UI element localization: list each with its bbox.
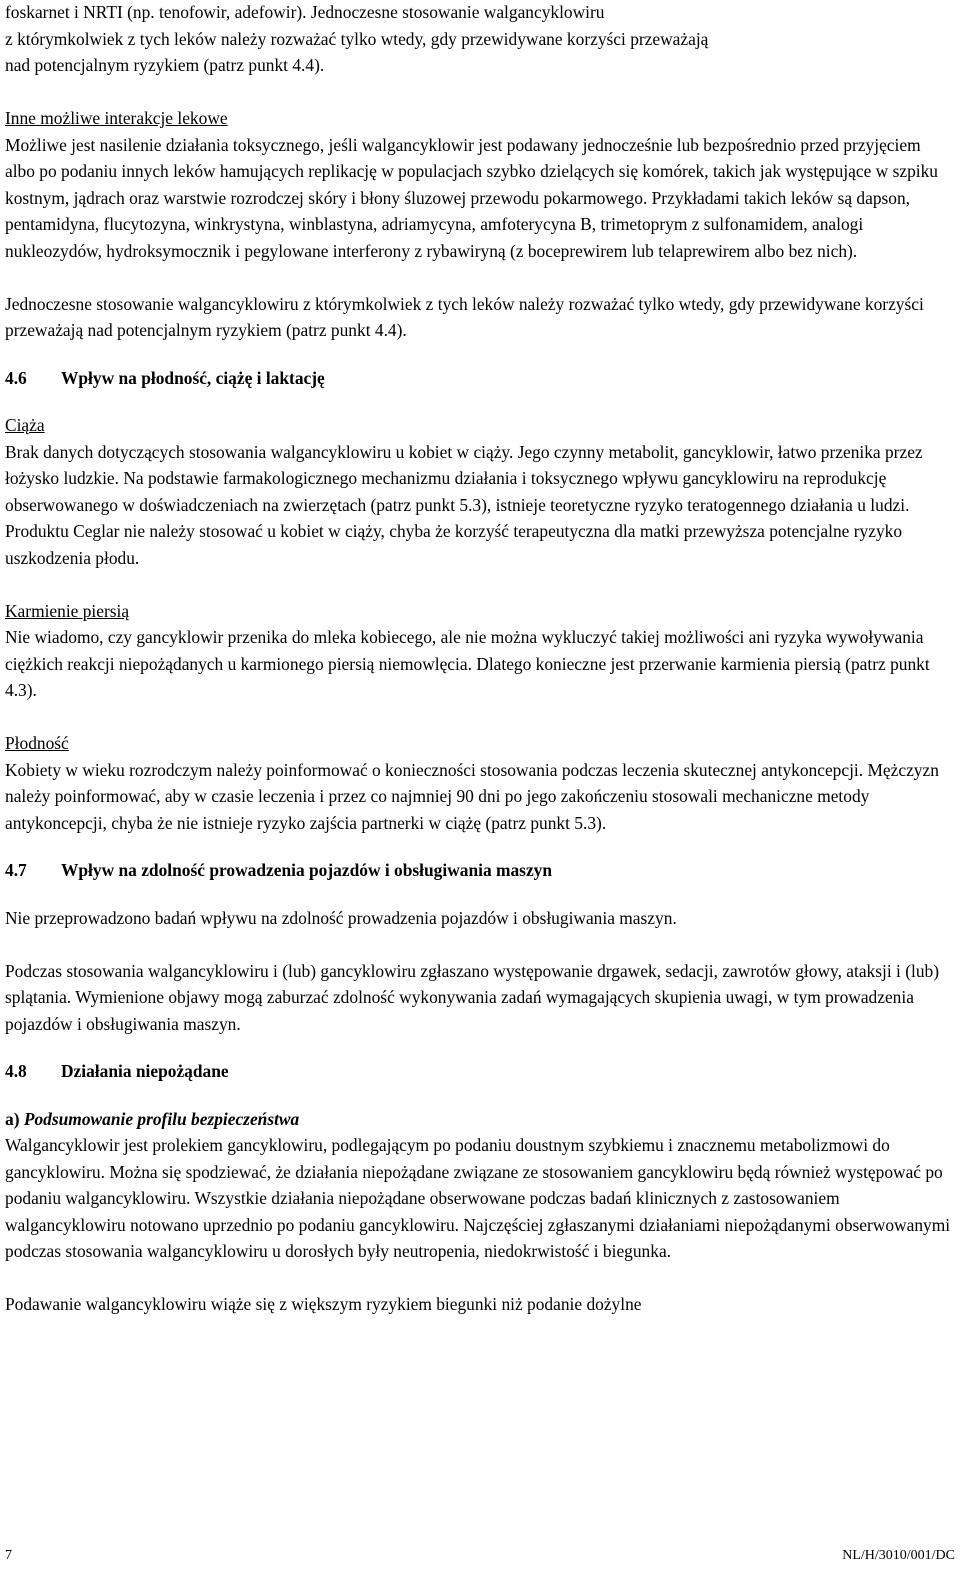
intro-line-3: nad potencjalnym ryzykiem (patrz punkt 4.4).	[5, 55, 325, 75]
section-title: Wpływ na płodność, ciążę i laktację	[61, 367, 325, 388]
section-number: 4.8	[5, 1061, 27, 1081]
pregnancy-body: Brak danych dotyczących stosowania walgancyklowiru u kobiet w ciąży. Jego czynny metabolit, gancyklowir, łatwo przenika przez łożysko ludzkie. Na podstawie farmakologicznego mechanizmu działania i toksycznego wpływu gancyklowiru na reprodukcję obserwowanego w doświadczeniach na zwierzętach (patrz punkt 5.3), istnieje teoretyczne ryzyko teratogennego działania u ludzi. Produktu Ceglar nie należy stosować u kobiet w ciąży, chyba że korzyść terapeutyczna dla matki przewyższa potencjalne ryzyko uszkodzenia płodu.	[5, 441, 923, 568]
diarrhea-paragraph: Podawanie walgancyklowiru wiąże się z większym ryzykiem biegunki niż podanie dożylne	[5, 1294, 642, 1314]
document-page	[5, 0, 953, 1318]
intro-line-1: foskarnet i NRTI (np. tenofowir, adefowir). Jednoczesne stosowanie walgancyklowiru	[5, 2, 605, 22]
breastfeeding-body: Nie wiadomo, czy gancyklowir przenika do mleka kobiecego, ale nie można wykluczyć takiej możliwości ani ryzyka wywoływania ciężkich reakcji niepożądanych u karmionego piersią niemowlęcia. Dlatego konieczne jest przerwanie karmienia piersią (patrz punkt 4.3).	[5, 627, 930, 700]
breastfeeding-heading: Karmienie piersią	[5, 600, 130, 621]
page-number: 7	[5, 1548, 12, 1563]
pregnancy-heading: Ciąża	[5, 415, 45, 435]
driving-paragraph-1: Nie przeprowadzono badań wpływu na zdolność prowadzenia pojazdów i obsługiwania maszyn.	[5, 907, 677, 928]
fertility-body: Kobiety w wieku rozrodczym należy poinformować o konieczności stosowania podczas leczenia skutecznej antykoncepcji. Mężczyzn należy poinformować, aby w czasie leczenia i przez co najmniej 90 dni po jego zakończeniu stosowali mechaniczne metody antykoncepcji, chyba że nie istnieje ryzyko zajścia partnerki w ciążę (patrz punkt 5.3).	[5, 759, 939, 833]
driving-paragraph-2: Podczas stosowania walgancyklowiru i (lub) gancyklowiru zgłaszano występowanie drgawek, sedacji, zawrotów głowy, ataksji i (lub) splątania. Wymienione objawy mogą zaburzać zdolność wykonywania zadań wymagających skupienia uwagi, w tym prowadzenia pojazdów i obsługiwania maszyn.	[5, 960, 940, 1034]
subsection-label: a)	[5, 1108, 20, 1129]
section-title: Działania niepożądane	[61, 1061, 229, 1081]
subsection-a-heading	[5, 1106, 953, 1133]
interactions-heading: Inne możliwe interakcje lekowe	[5, 108, 228, 128]
section-number: 4.6	[5, 367, 27, 388]
section-4-6-heading	[5, 365, 953, 392]
section-title: Wpływ na zdolność prowadzenia pojazdów i obsługiwania maszyn	[61, 860, 553, 880]
fertility-heading: Płodność	[5, 733, 69, 753]
intro-line-2: z którymkolwiek z tych leków należy rozważać tylko wtedy, gdy przewidywane korzyści przeważają	[5, 28, 709, 49]
interactions-body-2: Jednoczesne stosowanie walgancyklowiru z którymkolwiek z tych leków należy rozważać tylko wtedy, gdy przewidywane korzyści przeważają nad potencjalnym ryzykiem (patrz punkt 4.4).	[5, 293, 924, 340]
document-reference: NL/H/3010/001/DC	[842, 1548, 955, 1563]
intro-paragraph	[5, 0, 953, 79]
subsection-title: Podsumowanie profilu bezpieczeństwa	[23, 1108, 300, 1129]
section-number: 4.7	[5, 860, 27, 880]
interactions-body: Możliwe jest nasilenie działania toksycznego, jeśli walgancyklowir jest podawany jednocześnie lub bezpośrednio przed przyjęciem albo po podaniu innych leków hamujących replikację w populacjach szybko dzielących się komórek, takich jak występujące w szpiku kostnym, jądrach oraz warstwie rozrodczej skóry i błony śluzowej przewodu pokarmowego. Przykładami takich leków są dapson, pentamidyna, flucytozyna, winkrystyna, winblastyna, adriamycyna, amfoterycyna B, trimetoprym z sulfonamidem, analogi nukleozydów, hydroksymocznik i pegylowane interferony z rybawiryną (z boceprewirem lub telaprewirem albo bez nich).	[5, 134, 938, 261]
safety-profile-body: Walgancyklowir jest prolekiem gancyklowiru, podlegającym po podaniu doustnym szybkiemu i znacznemu metabolizmowi do gancyklowiru. Można się spodziewać, że działania niepożądane związane ze stosowaniem gancyklowiru będą również występować po podaniu walgancyklowiru. Wszystkie działania niepożądane obserwowane podczas badań klinicznych z zastosowaniem walgancyklowiru notowano uprzednio po podaniu gancyklowiru. Najczęściej zgłaszanymi działaniami niepożądanymi obserwowanymi podczas stosowania walgancyklowiru u dorosłych były neutropenia, niedokrwistość i biegunka.	[5, 1135, 951, 1261]
section-4-7-heading	[5, 857, 953, 884]
section-4-8-heading	[5, 1058, 953, 1085]
